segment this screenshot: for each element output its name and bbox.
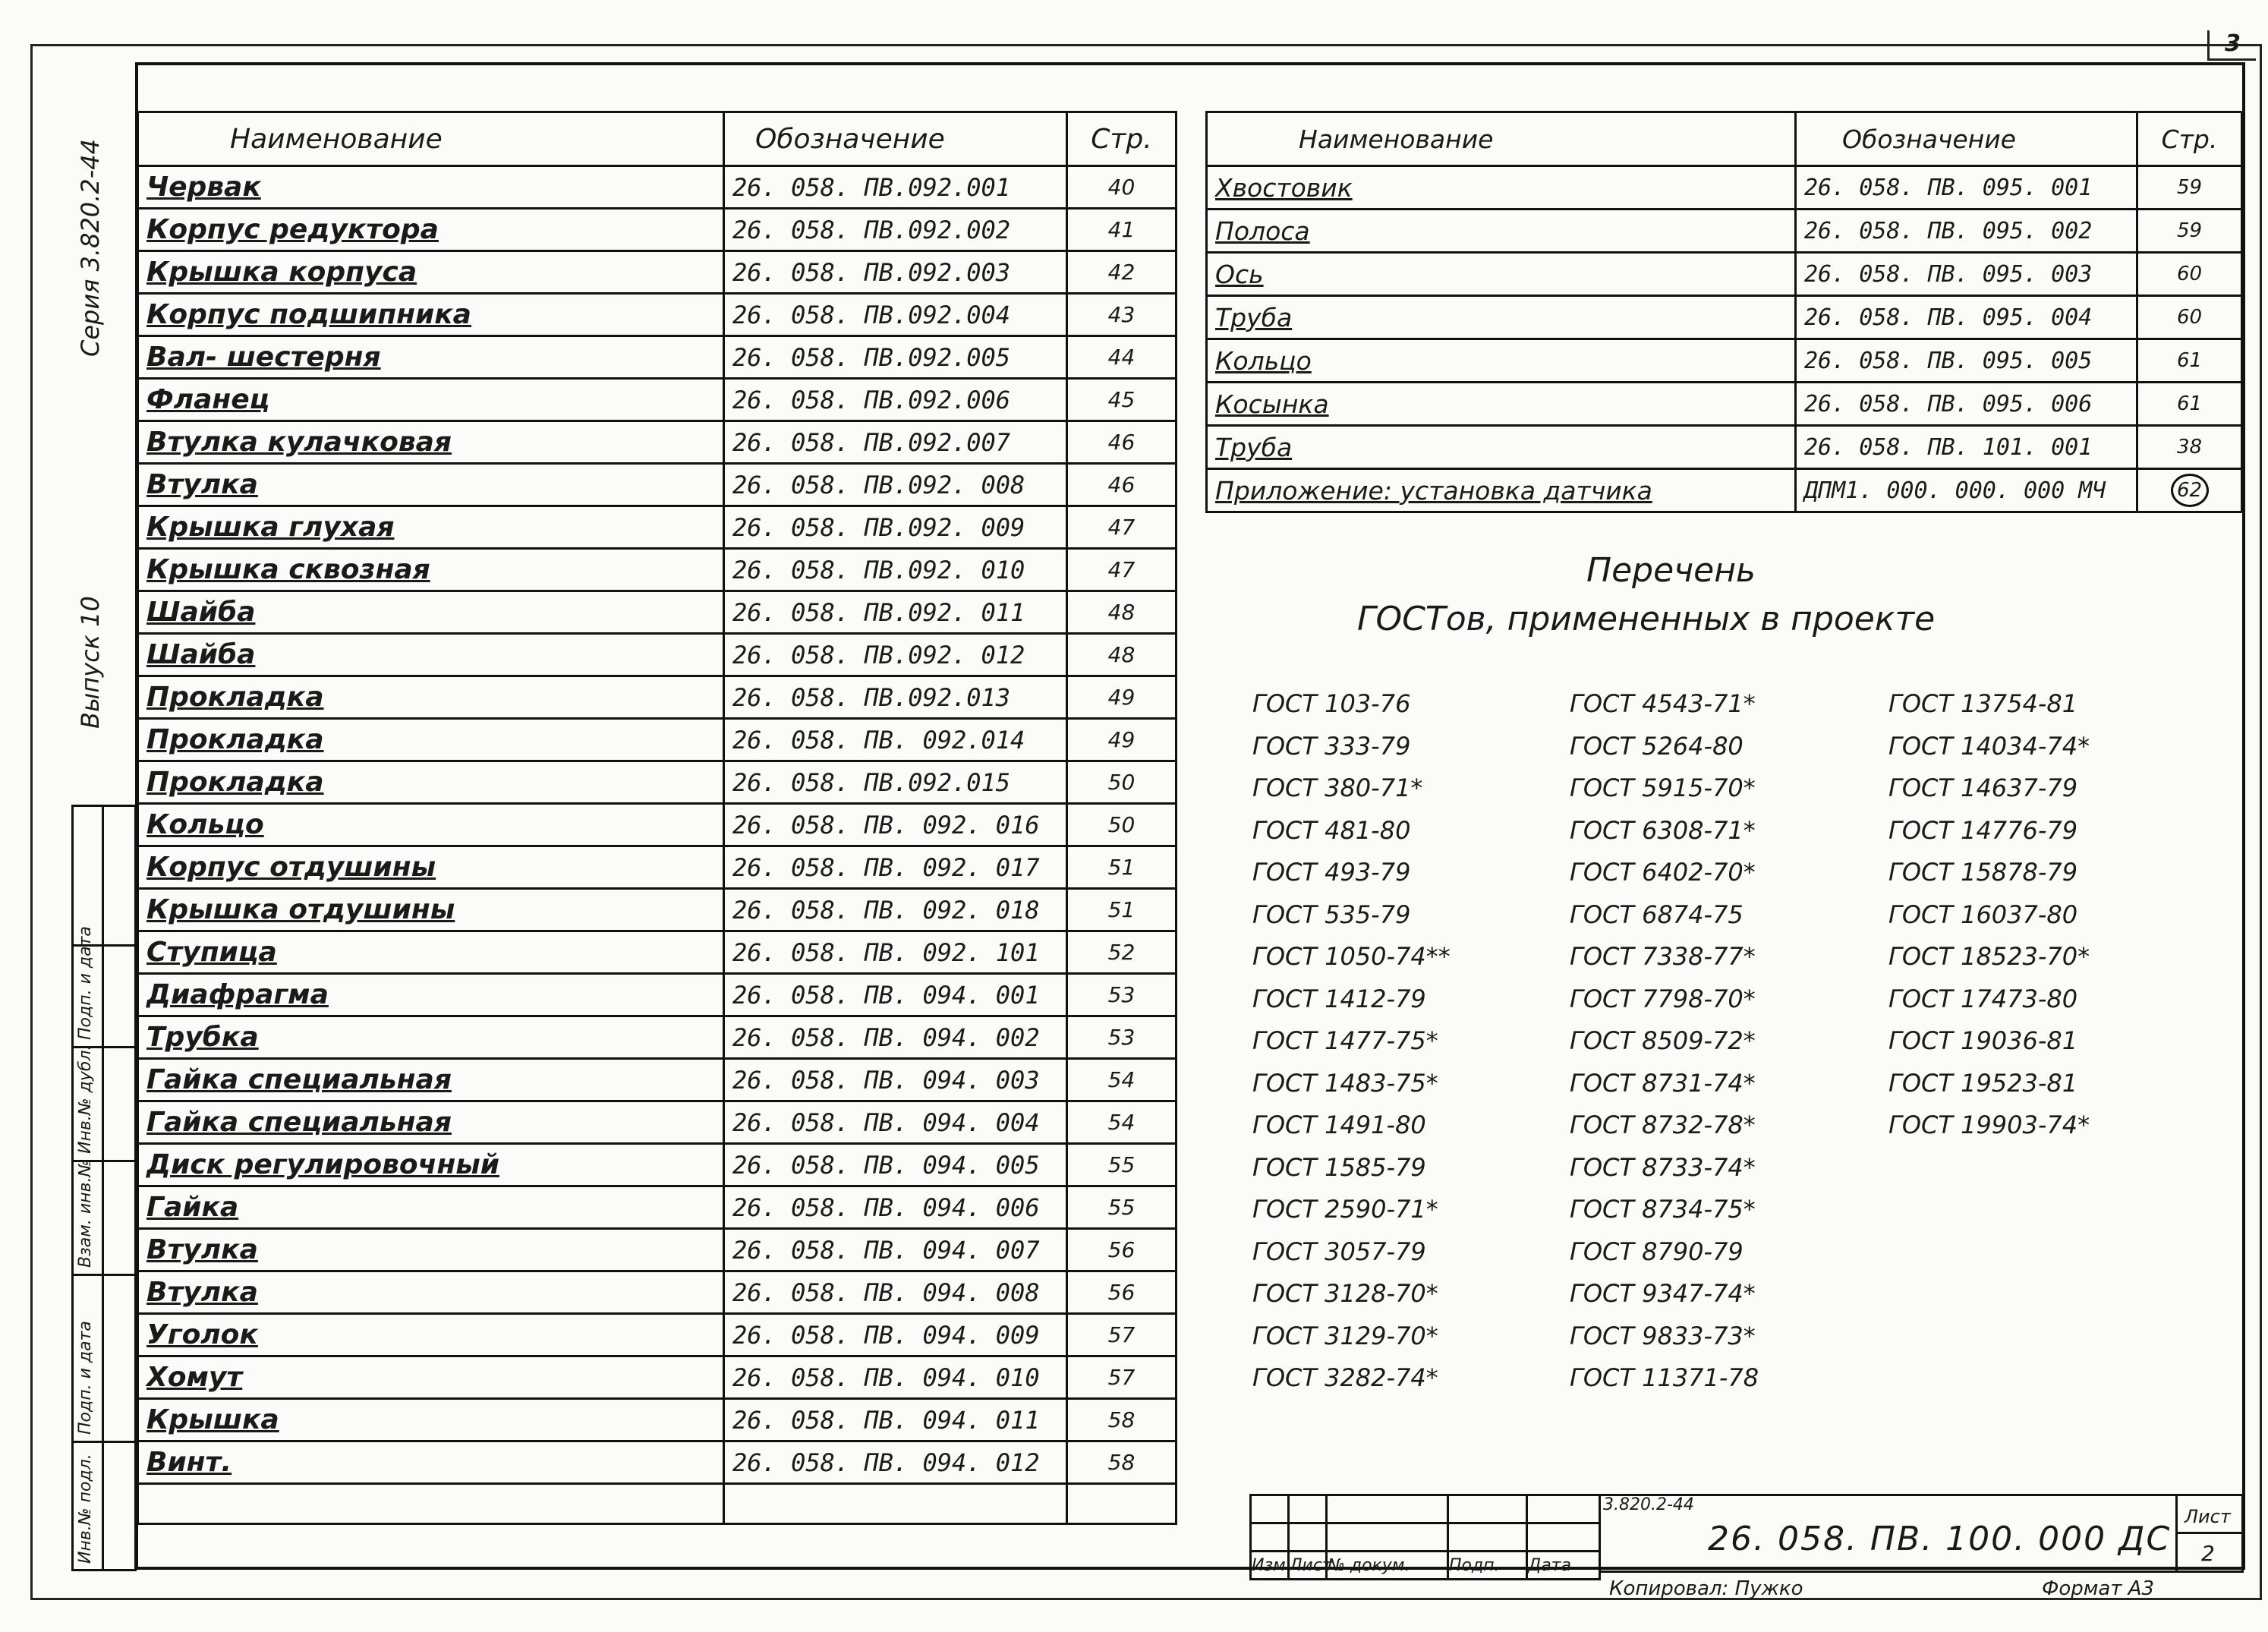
part-code: 26. 058. ПВ. 094. 001: [724, 974, 1067, 1016]
part-page: 59: [2137, 166, 2242, 210]
strip-divider: [71, 1274, 137, 1276]
part-name: Хвостовик: [1207, 166, 1796, 210]
part-code: 26. 058. ПВ.092.006: [724, 379, 1067, 421]
format-label: Формат А3: [2042, 1577, 2155, 1600]
part-code: 26. 058. ПВ. 095. 004: [1796, 296, 2137, 339]
table-row: [138, 931, 1177, 974]
gost-column: [1570, 683, 1759, 1400]
part-page: 51: [1067, 889, 1177, 931]
part-name: Приложение: установка датчика: [1207, 469, 1796, 512]
gost-entry: ГОСТ 380-71*: [1252, 773, 1423, 802]
part-page: 51: [1067, 846, 1177, 889]
rev-col-label: Изм: [1251, 1552, 1289, 1580]
table-row: [138, 209, 1177, 251]
gost-entry: ГОСТ 19903-74*: [1888, 1111, 2090, 1139]
part-code: 26. 058. ПВ. 092. 016: [724, 804, 1067, 846]
part-page: 56: [1067, 1229, 1177, 1271]
part-code: 26. 058. ПВ.092. 011: [724, 591, 1067, 634]
part-code: 26. 058. ПВ. 092. 018: [724, 889, 1067, 931]
part-page: 52: [1067, 931, 1177, 974]
table-row: [1207, 339, 2242, 383]
part-code: 26. 058. ПВ.092. 009: [724, 506, 1067, 549]
part-code: 26. 058. ПВ. 094. 010: [724, 1356, 1067, 1399]
part-page: 49: [1067, 676, 1177, 719]
strip-divider: [102, 805, 104, 1571]
part-code: 26. 058. ПВ.092. 012: [724, 634, 1067, 676]
part-name: Гайка специальная: [138, 1059, 724, 1101]
part-code: 26. 058. ПВ. 094. 009: [724, 1314, 1067, 1356]
part-name: Труба: [1207, 296, 1796, 339]
circled-page-number: 62: [2171, 474, 2209, 507]
header-page: Стр.: [2137, 112, 2242, 166]
part-name: Прокладка: [138, 719, 724, 761]
gost-entry: ГОСТ 9833-73*: [1570, 1321, 1756, 1350]
series-label: Серия 3.820.2-44: [76, 139, 105, 357]
gost-list-subtitle: ГОСТов, примененных в проекте: [1357, 600, 1936, 638]
part-name: Ступица: [138, 931, 724, 974]
part-name: Винт.: [138, 1441, 724, 1484]
gost-entry: ГОСТ 493-79: [1252, 858, 1411, 887]
table-row: [138, 1016, 1177, 1059]
gost-entry: ГОСТ 13754-81: [1888, 689, 2078, 718]
part-name: Диск регулировочный: [138, 1144, 724, 1186]
part-name: Корпус редуктора: [138, 209, 724, 251]
part-page: 46: [1067, 421, 1177, 464]
empty-cell: [724, 1484, 1067, 1524]
part-name: Втулка: [138, 1271, 724, 1314]
part-page: 54: [1067, 1059, 1177, 1101]
gost-entry: ГОСТ 3282-74*: [1252, 1363, 1438, 1392]
header-code: Обозначение: [1796, 112, 2137, 166]
part-code: 26. 058. ПВ. 094. 002: [724, 1016, 1067, 1059]
table-row: [138, 549, 1177, 591]
part-code: 26. 058. ПВ. 094. 007: [724, 1229, 1067, 1271]
part-name: Шайба: [138, 591, 724, 634]
part-page: 45: [1067, 379, 1177, 421]
gost-entry: ГОСТ 8509-72*: [1570, 1026, 1756, 1055]
header-name: Наименование: [1207, 112, 1796, 166]
part-page: 48: [1067, 634, 1177, 676]
part-code: 26. 058. ПВ.092.001: [724, 166, 1067, 209]
document-code: 26. 058. ПВ. 100. 000 ДС: [1708, 1520, 2172, 1558]
part-name: Крышка глухая: [138, 506, 724, 549]
part-name: Хомут: [138, 1356, 724, 1399]
part-page: 50: [1067, 804, 1177, 846]
part-name: Кольцо: [1207, 339, 1796, 383]
gost-entry: ГОСТ 6308-71*: [1570, 815, 1756, 845]
gost-entry: ГОСТ 3128-70*: [1252, 1279, 1438, 1308]
rev-col-label: Дата: [1527, 1552, 1600, 1580]
table-row: [138, 846, 1177, 889]
table-row: [138, 379, 1177, 421]
gost-entry: ГОСТ 4543-71*: [1570, 689, 1756, 718]
gost-entry: ГОСТ 6402-70*: [1570, 858, 1756, 887]
gost-entry: ГОСТ 103-76: [1252, 689, 1411, 718]
part-name: Прокладка: [138, 761, 724, 804]
part-code: 26. 058. ПВ. 094. 004: [724, 1101, 1067, 1144]
gost-entry: ГОСТ 5264-80: [1570, 731, 1744, 761]
part-name: Втулка: [138, 1229, 724, 1271]
part-code: 26. 058. ПВ. 095. 006: [1796, 383, 2137, 426]
strip-label: Подп. и дата: [76, 1321, 95, 1435]
part-code: 26. 058. ПВ. 101. 001: [1796, 426, 2137, 469]
gost-entry: ГОСТ 15878-79: [1888, 858, 2078, 887]
part-page: 57: [1067, 1356, 1177, 1399]
part-name: Втулка кулачковая: [138, 421, 724, 464]
part-page: 61: [2137, 383, 2242, 426]
part-code: 26. 058. ПВ. 094. 012: [724, 1441, 1067, 1484]
part-page: 58: [1067, 1441, 1177, 1484]
copied-by: Копировал: Пужко: [1609, 1577, 1803, 1600]
revision-grid: [1249, 1494, 1601, 1580]
gost-entry: ГОСТ 11371-78: [1570, 1363, 1759, 1392]
table-row: [138, 676, 1177, 719]
issue-label: Выпуск 10: [76, 596, 105, 729]
part-page: 59: [2137, 210, 2242, 253]
gost-entry: ГОСТ 8733-74*: [1570, 1152, 1756, 1182]
part-code: 26. 058. ПВ. 095. 005: [1796, 339, 2137, 383]
table-row: [138, 166, 1177, 209]
gost-entry: ГОСТ 14034-74*: [1888, 731, 2090, 761]
gost-column: [1888, 683, 2090, 1147]
empty-row: [138, 1484, 1177, 1524]
rev-col-label: № докум.: [1327, 1552, 1448, 1580]
part-page: 57: [1067, 1314, 1177, 1356]
part-page: 56: [1067, 1271, 1177, 1314]
gost-entry: ГОСТ 17473-80: [1888, 984, 2078, 1013]
table-header-row: [138, 112, 1177, 166]
gost-entry: ГОСТ 3129-70*: [1252, 1321, 1438, 1350]
sheet-number: 3: [2207, 30, 2256, 61]
table-row: [138, 889, 1177, 931]
part-page: 44: [1067, 336, 1177, 379]
part-name: Косынка: [1207, 383, 1796, 426]
part-code: 26. 058. ПВ.092.013: [724, 676, 1067, 719]
gost-entry: ГОСТ 333-79: [1252, 731, 1411, 761]
part-page: 41: [1067, 209, 1177, 251]
gost-entry: ГОСТ 535-79: [1252, 899, 1411, 929]
series-ref: 3.820.2-44: [1603, 1495, 1694, 1514]
gost-entry: ГОСТ 19523-81: [1888, 1068, 2078, 1098]
table-row: [1207, 296, 2242, 339]
part-code: 26. 058. ПВ. 094. 006: [724, 1186, 1067, 1229]
table-row: [138, 294, 1177, 336]
part-page: 60: [2137, 253, 2242, 296]
part-page: 48: [1067, 591, 1177, 634]
table-row: [138, 1229, 1177, 1271]
part-name: Крышка: [138, 1399, 724, 1441]
gost-entry: ГОСТ 14637-79: [1888, 773, 2078, 802]
part-name: Гайка специальная: [138, 1101, 724, 1144]
header-page: Стр.: [1067, 112, 1177, 166]
table-row: [1207, 210, 2242, 253]
part-name: Ось: [1207, 253, 1796, 296]
part-code: 26. 058. ПВ.092. 010: [724, 549, 1067, 591]
part-page: 38: [2137, 426, 2242, 469]
table-row: [138, 634, 1177, 676]
part-name: Труба: [1207, 426, 1796, 469]
header-name: Наименование: [138, 112, 724, 166]
gost-entry: ГОСТ 481-80: [1252, 815, 1411, 845]
gost-entry: ГОСТ 3057-79: [1252, 1237, 1426, 1266]
table-row: [138, 1059, 1177, 1101]
part-code: 26. 058. ПВ.092.004: [724, 294, 1067, 336]
part-code: 26. 058. ПВ. 092. 101: [724, 931, 1067, 974]
table-row: [1207, 469, 2242, 512]
part-code: 26. 058. ПВ.092.015: [724, 761, 1067, 804]
part-code: 26. 058. ПВ. 092.014: [724, 719, 1067, 761]
part-code: 26. 058. ПВ.092.003: [724, 251, 1067, 294]
table-row: [138, 804, 1177, 846]
sheet-value: 2: [2201, 1541, 2215, 1566]
part-name: Фланец: [138, 379, 724, 421]
table-header-row: [1207, 112, 2242, 166]
part-page: 46: [1067, 464, 1177, 506]
part-code: 26. 058. ПВ.092.005: [724, 336, 1067, 379]
part-name: Червак: [138, 166, 724, 209]
part-name: Крышка сквозная: [138, 549, 724, 591]
part-code: 26. 058. ПВ.092. 008: [724, 464, 1067, 506]
part-page: 53: [1067, 974, 1177, 1016]
gost-entry: ГОСТ 16037-80: [1888, 899, 2078, 929]
part-code: 26. 058. ПВ.092.007: [724, 421, 1067, 464]
rev-col-label: Лист: [1289, 1552, 1327, 1580]
table-row: [138, 506, 1177, 549]
table-row: [1207, 426, 2242, 469]
gost-entry: ГОСТ 1483-75*: [1252, 1068, 1438, 1098]
part-code: 26. 058. ПВ. 095. 002: [1796, 210, 2137, 253]
part-page: 42: [1067, 251, 1177, 294]
part-page: 47: [1067, 506, 1177, 549]
gost-entry: ГОСТ 8732-78*: [1570, 1111, 1756, 1139]
gost-entry: ГОСТ 7798-70*: [1570, 984, 1756, 1013]
gost-entry: ГОСТ 2590-71*: [1252, 1195, 1438, 1224]
strip-label: Инв.№ дубл.: [76, 1044, 95, 1154]
gost-entry: ГОСТ 9347-74*: [1570, 1279, 1756, 1308]
gost-entry: ГОСТ 8790-79: [1570, 1237, 1744, 1266]
part-page: 61: [2137, 339, 2242, 383]
empty-cell: [138, 1484, 724, 1524]
part-page: 53: [1067, 1016, 1177, 1059]
part-name: Крышка отдушины: [138, 889, 724, 931]
part-page: 58: [1067, 1399, 1177, 1441]
part-page: 40: [1067, 166, 1177, 209]
gost-entry: ГОСТ 1477-75*: [1252, 1026, 1438, 1055]
part-page: 43: [1067, 294, 1177, 336]
table-row: [138, 1271, 1177, 1314]
table-row: [138, 974, 1177, 1016]
part-page: 49: [1067, 719, 1177, 761]
table-row: [138, 1144, 1177, 1186]
rev-col-label: Подп.: [1448, 1552, 1527, 1580]
part-name: Трубка: [138, 1016, 724, 1059]
part-name: Корпус отдушины: [138, 846, 724, 889]
part-page: 47: [1067, 549, 1177, 591]
part-name: Корпус подшипника: [138, 294, 724, 336]
part-code: 26. 058. ПВ.092.002: [724, 209, 1067, 251]
gost-entry: ГОСТ 1412-79: [1252, 984, 1426, 1013]
gost-column: [1252, 683, 1451, 1400]
part-page: 50: [1067, 761, 1177, 804]
part-page: [2137, 469, 2242, 512]
table-row: [138, 719, 1177, 761]
part-name: Вал- шестерня: [138, 336, 724, 379]
table-row: [138, 251, 1177, 294]
part-name: Диафрагма: [138, 974, 724, 1016]
gost-entry: ГОСТ 1050-74**: [1252, 942, 1451, 971]
table-row: [138, 1356, 1177, 1399]
table-row: [138, 1441, 1177, 1484]
title-block-divider: [2175, 1532, 2244, 1534]
table-row: [1207, 166, 2242, 210]
part-name: Шайба: [138, 634, 724, 676]
part-name: Кольцо: [138, 804, 724, 846]
gost-list-title: Перечень: [1586, 551, 1756, 590]
sheet-label: Лист: [2185, 1506, 2231, 1527]
empty-cell: [1067, 1484, 1177, 1524]
strip-label: Взам. инв.№: [76, 1159, 95, 1268]
table-row: [138, 1314, 1177, 1356]
table-row: [1207, 253, 2242, 296]
gost-entry: ГОСТ 6874-75: [1570, 899, 1744, 929]
gost-entry: ГОСТ 8731-74*: [1570, 1068, 1756, 1098]
part-page: 54: [1067, 1101, 1177, 1144]
gost-entry: ГОСТ 1491-80: [1252, 1111, 1426, 1139]
part-code: 26. 058. ПВ. 095. 003: [1796, 253, 2137, 296]
part-name: Гайка: [138, 1186, 724, 1229]
table-row: [138, 591, 1177, 634]
gost-entry: ГОСТ 18523-70*: [1888, 942, 2090, 971]
strip-label: Инв.№ подл.: [76, 1454, 95, 1564]
table-row: [138, 761, 1177, 804]
parts-table-right: [1205, 111, 2243, 513]
table-row: [138, 1399, 1177, 1441]
gost-entry: ГОСТ 7338-77*: [1570, 942, 1756, 971]
strip-label: Подп. и дата: [76, 926, 95, 1040]
part-page: 60: [2137, 296, 2242, 339]
table-row: [138, 1186, 1177, 1229]
gost-entry: ГОСТ 19036-81: [1888, 1026, 2078, 1055]
gost-entry: ГОСТ 14776-79: [1888, 815, 2078, 845]
gost-entry: ГОСТ 5915-70*: [1570, 773, 1756, 802]
part-page: 55: [1067, 1186, 1177, 1229]
part-name: Полоса: [1207, 210, 1796, 253]
part-code: 26. 058. ПВ. 094. 011: [724, 1399, 1067, 1441]
gost-entry: ГОСТ 8734-75*: [1570, 1195, 1756, 1224]
part-code: 26. 058. ПВ. 094. 008: [724, 1271, 1067, 1314]
header-code: Обозначение: [724, 112, 1067, 166]
part-name: Крышка корпуса: [138, 251, 724, 294]
part-name: Втулка: [138, 464, 724, 506]
table-row: [138, 464, 1177, 506]
part-name: Уголок: [138, 1314, 724, 1356]
part-code: ДПМ1. 000. 000. 000 МЧ: [1796, 469, 2137, 512]
parts-table-left: [137, 111, 1177, 1525]
table-row: [138, 1101, 1177, 1144]
strip-divider: [71, 1441, 137, 1443]
table-row: [138, 336, 1177, 379]
gost-entry: ГОСТ 1585-79: [1252, 1152, 1426, 1182]
part-code: 26. 058. ПВ. 092. 017: [724, 846, 1067, 889]
part-code: 26. 058. ПВ. 094. 003: [724, 1059, 1067, 1101]
table-row: [138, 421, 1177, 464]
part-code: 26. 058. ПВ. 094. 005: [724, 1144, 1067, 1186]
part-code: 26. 058. ПВ. 095. 001: [1796, 166, 2137, 210]
part-name: Прокладка: [138, 676, 724, 719]
table-row: [1207, 383, 2242, 426]
part-page: 55: [1067, 1144, 1177, 1186]
